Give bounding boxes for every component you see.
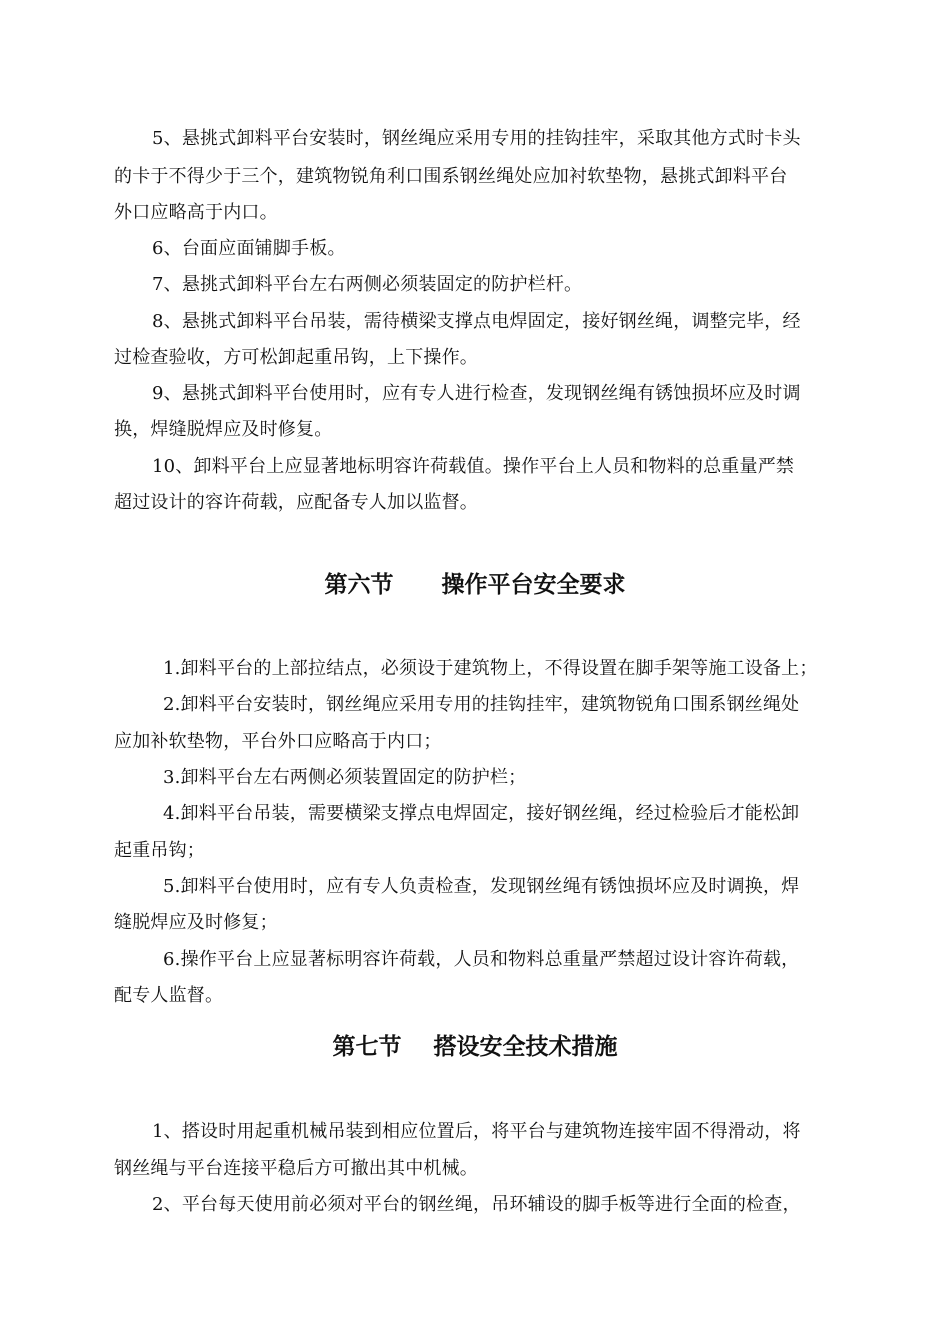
item-5-line-3: 外口应略高于内口。 <box>114 202 278 223</box>
item-8-line-2: 过检查验收，方可松卸起重吊钩，上下操作。 <box>114 347 478 368</box>
s6-item-4-line-1: 4.卸料平台吊装，需要横梁支撑点电焊固定，接好钢丝绳，经过检验后才能松卸 <box>163 803 800 824</box>
s6-item-3-line-1: 3.卸料平台左右两侧必须装置固定的防护栏； <box>163 767 527 788</box>
s6-item-2-line-2: 应加补软垫物，平台外口应略高于内口； <box>114 731 442 752</box>
s6-item-5-line-2: 缝脱焊应及时修复； <box>114 912 278 933</box>
item-5-line-1: 5、悬挑式卸料平台安装时，钢丝绳应采用专用的挂钩挂牢，采取其他方式时卡头 <box>152 128 801 149</box>
item-10-line-2: 超过设计的容许荷载，应配备专人加以监督。 <box>114 492 478 513</box>
s7-item-2-line-1: 2、平台每天使用前必须对平台的钢丝绳，吊环辅设的脚手板等进行全面的检查， <box>152 1194 801 1215</box>
item-6-line-1: 6、台面应面铺脚手板。 <box>152 238 346 259</box>
item-5-line-2: 的卡于不得少于三个，建筑物锐角利口围系钢丝绳处应加衬软垫物，悬挑式卸料平台 <box>114 166 788 187</box>
item-10-line-1: 10、卸料平台上应显著地标明容许荷载值。操作平台上人员和物料的总重量严禁 <box>152 456 795 477</box>
section-7-heading: 第七节 搭设安全技术措施 <box>332 1034 618 1060</box>
s6-item-4-line-2: 起重吊钩； <box>114 840 205 861</box>
s6-item-6-line-1: 6.操作平台上应显著标明容许荷载，人员和物料总重量严禁超过设计容许荷载， <box>163 949 800 970</box>
s6-item-1-line-1: 1.卸料平台的上部拉结点，必须设于建筑物上，不得设置在脚手架等施工设备上； <box>163 658 818 679</box>
item-9-line-1: 9、悬挑式卸料平台使用时，应有专人进行检查，发现钢丝绳有锈蚀损坏应及时调 <box>152 383 801 404</box>
section-6-heading: 第六节 操作平台安全要求 <box>324 572 626 598</box>
s7-item-1-line-2: 钢丝绳与平台连接平稳后方可撤出其中机械。 <box>114 1158 478 1179</box>
s7-item-1-line-1: 1、搭设时用起重机械吊装到相应位置后，将平台与建筑物连接牢固不得滑动，将 <box>152 1121 801 1142</box>
item-9-line-2: 换，焊缝脱焊应及时修复。 <box>114 419 333 440</box>
item-7-line-1: 7、悬挑式卸料平台左右两侧必须装固定的防护栏杆。 <box>152 274 583 295</box>
s6-item-6-line-2: 配专人监督。 <box>114 985 224 1006</box>
s6-item-5-line-1: 5.卸料平台使用时，应有专人负责检查，发现钢丝绳有锈蚀损坏应及时调换，焊 <box>163 876 800 897</box>
s6-item-2-line-1: 2.卸料平台安装时，钢丝绳应采用专用的挂钩挂牢，建筑物锐角口围系钢丝绳处 <box>163 694 800 715</box>
item-8-line-1: 8、悬挑式卸料平台吊装，需待横梁支撑点电焊固定，接好钢丝绳，调整完毕，经 <box>152 311 801 332</box>
